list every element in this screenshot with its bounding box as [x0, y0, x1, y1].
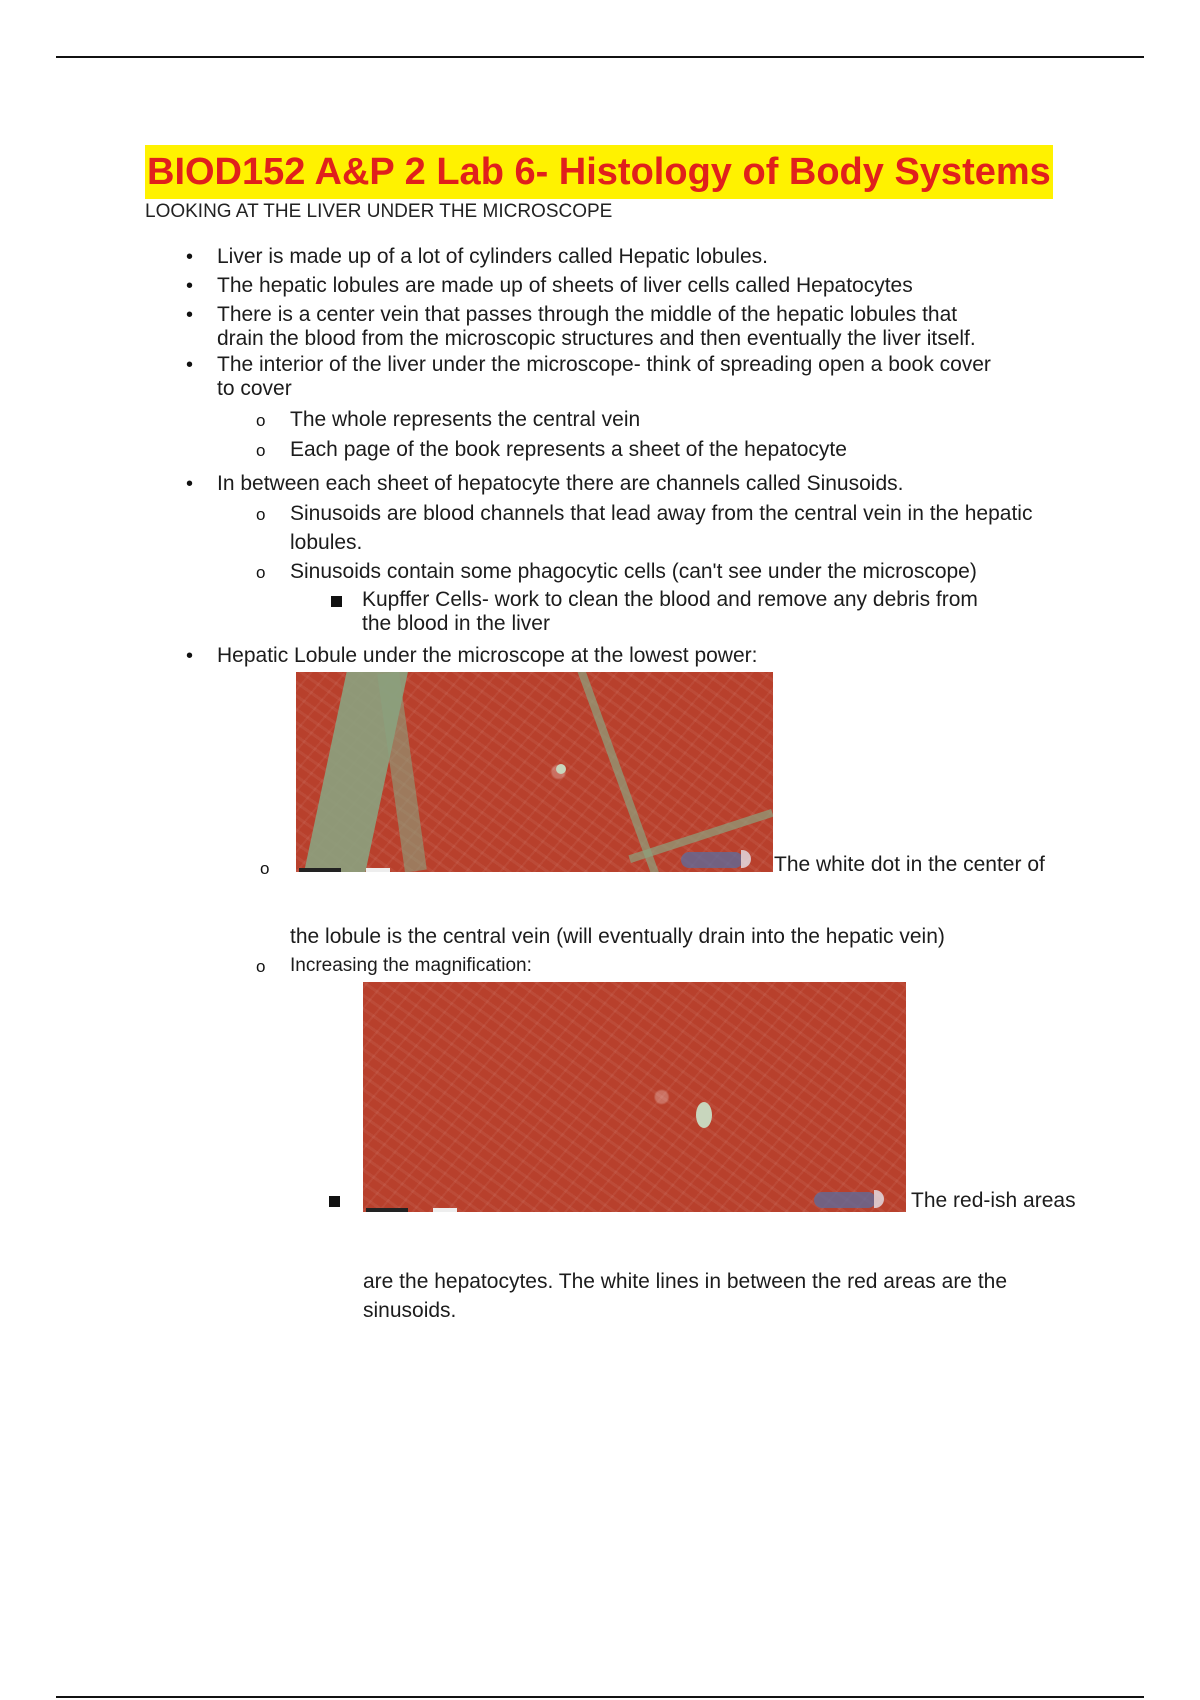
micrograph-caption-continued: sinusoids. — [363, 1299, 457, 1322]
list-item: In between each sheet of hepatocyte there are channels called Sinusoids. — [217, 472, 904, 495]
sub-list-item: Each page of the book represents a sheet of the hepatocyte — [290, 438, 847, 461]
scale-label — [433, 1208, 457, 1212]
bullet-circle — [260, 856, 269, 881]
scale-label — [366, 868, 390, 872]
list-item-continued: drain the blood from the microscopic structures and then eventually the liver itself. — [217, 327, 976, 350]
document-title: BIOD152 A&P 2 Lab 6- Histology of Body Systems — [145, 145, 1053, 199]
micrograph-low-power — [296, 672, 773, 872]
sub-list-item: Sinusoids are blood channels that lead away from the central vein in the hepatic — [290, 502, 1033, 525]
watermark-logo — [681, 852, 743, 868]
scale-bar — [366, 1208, 408, 1212]
sub-list-item-continued: lobules. — [290, 531, 363, 554]
central-vein-dot — [696, 1102, 712, 1128]
sub-sub-list-item-continued: the blood in the liver — [362, 612, 550, 635]
bullet-dot — [186, 644, 193, 668]
list-item: The interior of the liver under the microscope- think of spreading open a book cover — [217, 353, 991, 376]
scale-bar — [299, 868, 341, 872]
bullet-circle — [256, 954, 265, 979]
list-item: The hepatic lobules are made up of sheets of liver cells called Hepatocytes — [217, 274, 913, 297]
document-subtitle: LOOKING AT THE LIVER UNDER THE MICROSCOPE — [145, 201, 613, 222]
septum-line — [577, 672, 663, 872]
list-item: There is a center vein that passes through the middle of the hepatic lobules that — [217, 303, 958, 326]
list-item: Hepatic Lobule under the microscope at the lowest power: — [217, 644, 758, 667]
micrograph-caption: The white dot in the center of — [774, 853, 1045, 876]
sub-list-item: The whole represents the central vein — [290, 408, 641, 431]
bullet-dot — [186, 353, 193, 377]
bottom-rule — [56, 1696, 1144, 1698]
list-item-continued: to cover — [217, 377, 292, 400]
bullet-dot — [186, 472, 193, 496]
bullet-circle — [256, 502, 265, 527]
watermark-logo — [814, 1192, 876, 1208]
micrograph-caption-continued: are the hepatocytes. The white lines in between the red areas are the — [363, 1270, 1008, 1293]
micrograph-high-power — [363, 982, 906, 1212]
bullet-circle — [256, 560, 265, 585]
bullet-square — [331, 596, 342, 607]
bullet-circle — [256, 438, 265, 463]
bullet-square — [329, 1196, 340, 1207]
bullet-dot — [186, 245, 193, 269]
bullet-dot — [186, 274, 193, 298]
bullet-dot — [186, 303, 193, 327]
top-rule — [56, 56, 1144, 58]
central-vein-dot — [556, 764, 566, 774]
bullet-circle — [256, 408, 265, 433]
sub-list-item: Sinusoids contain some phagocytic cells (can't see under the microscope) — [290, 560, 977, 583]
list-item: Liver is made up of a lot of cylinders called Hepatic lobules. — [217, 245, 768, 268]
micrograph-caption-continued: the lobule is the central vein (will eventually drain into the hepatic vein) — [290, 925, 945, 948]
micrograph-caption: The red-ish areas — [911, 1189, 1076, 1212]
sub-list-item: Increasing the magnification: — [290, 955, 532, 976]
sub-sub-list-item: Kupffer Cells- work to clean the blood and remove any debris from — [362, 588, 978, 611]
